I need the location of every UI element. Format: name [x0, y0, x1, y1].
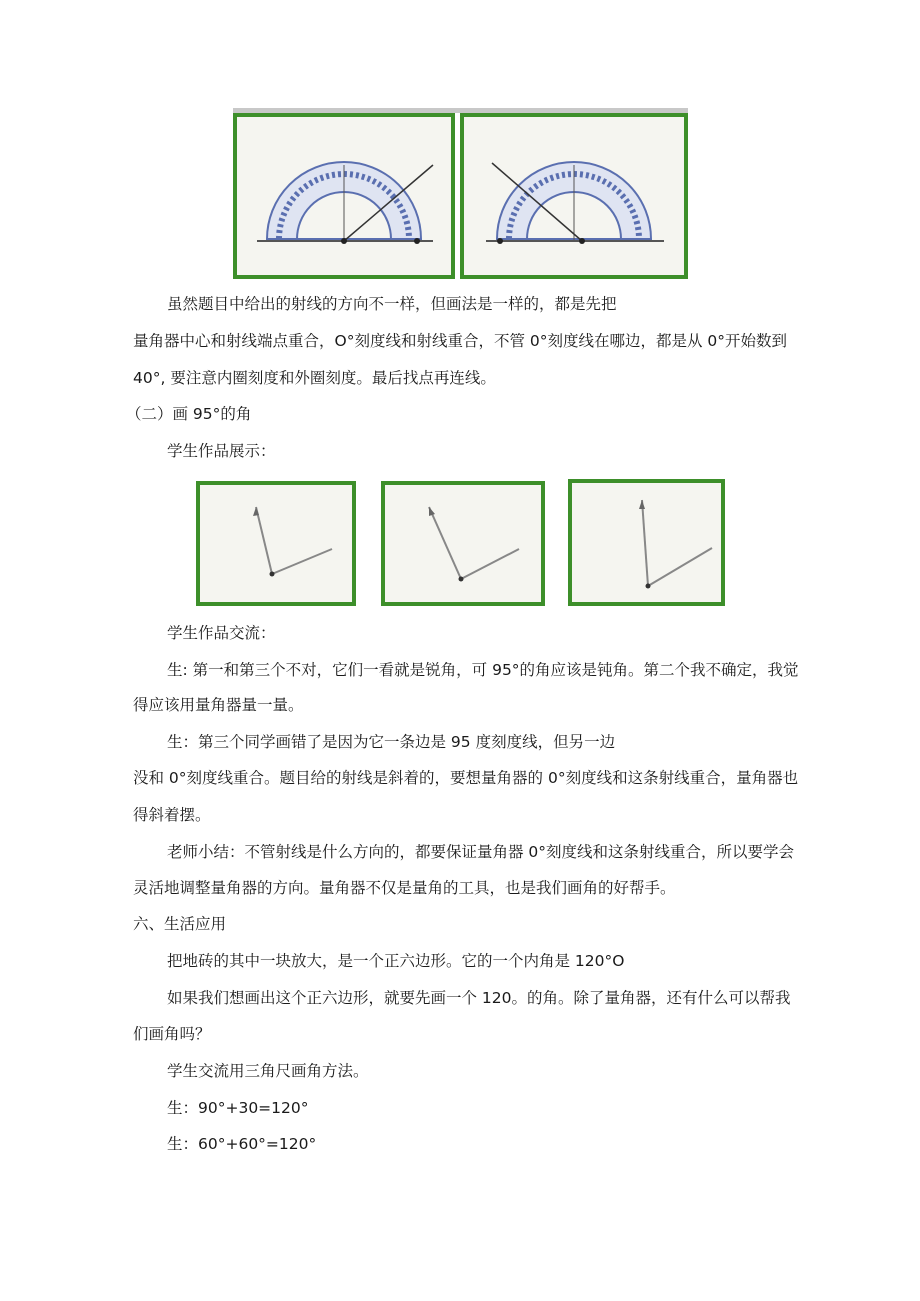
paragraph-line: 生：60°+60°=120°	[167, 1135, 317, 1153]
paragraph-line: 得斜着摆。	[133, 806, 211, 824]
angle-drawing	[385, 485, 541, 602]
paragraph-line: 灵活地调整量角器的方向。量角器不仅是量角的工具，也是我们画角的好帮手。	[133, 879, 676, 897]
paragraph-line: 虽然题目中给出的射线的方向不一样，但画法是一样的，都是先把	[167, 295, 617, 313]
paragraph-line: 40°, 要注意内圈刻度和外圈刻度。最后找点再连线。	[133, 369, 496, 387]
paragraph-line: 得应该用量角器量一量。	[133, 696, 304, 714]
section-heading: 六、生活应用	[133, 915, 227, 933]
protractor-illustration	[464, 117, 684, 275]
paragraph-line: 老师小结：不管射线是什么方向的，都要保证量角器 0°刻度线和这条射线重合，所以要学会	[167, 843, 795, 861]
paragraph-line: 学生作品展示：	[167, 442, 276, 460]
angle-drawing	[200, 485, 352, 602]
paragraph-line: 把地砖的其中一块放大，是一个正六边形。它的一个内角是 120°O	[167, 952, 625, 970]
paragraph-line: 生：90°+30=120°	[167, 1099, 309, 1117]
student-work-1	[196, 481, 356, 606]
paragraph-line: 生: 第一和第三个不对，它们一看就是锐角，可 95°的角应该是钝角。第二个我不确定，我觉	[167, 661, 799, 679]
paragraph-line: 们画角吗？	[133, 1025, 211, 1043]
student-work-2	[381, 481, 545, 606]
protractor-photo-left	[233, 113, 455, 279]
paragraph-line: 如果我们想画出这个正六边形，就要先画一个 120。的角。除了量角器，还有什么可以帮我	[167, 989, 791, 1007]
paragraph-line: 学生交流用三角尺画角方法。	[167, 1062, 369, 1080]
angle-drawing	[572, 483, 721, 602]
paragraph-line: 没和 0°刻度线重合。题目给的射线是斜着的，要想量角器的 0°刻度线和这条射线重合，量角器也	[133, 769, 799, 787]
protractor-illustration	[237, 117, 451, 275]
protractor-photo-right	[460, 113, 688, 279]
student-work-3	[568, 479, 725, 606]
paragraph-line: 量角器中心和射线端点重合，O°刻度线和射线重合，不管 0°刻度线在哪边，都是从 0°开始数到	[133, 332, 788, 350]
paragraph-line: 生：第三个同学画错了是因为它一条边是 95 度刻度线，但另一边	[167, 733, 616, 751]
section-heading: （二）画 95°的角	[126, 405, 252, 423]
paragraph-line: 学生作品交流：	[167, 624, 276, 642]
